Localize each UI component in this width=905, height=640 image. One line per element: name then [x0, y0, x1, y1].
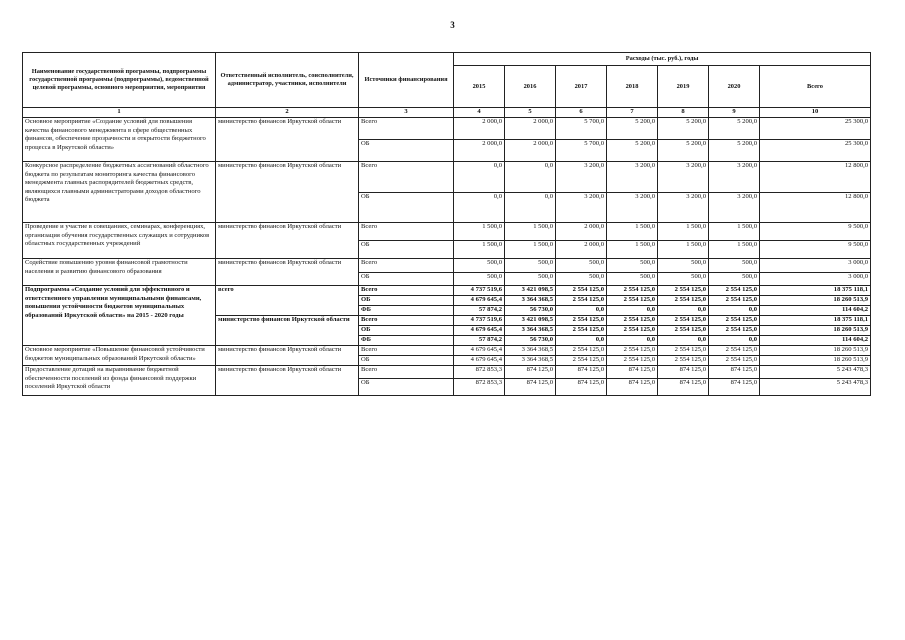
value-cell: 2 000,0	[454, 140, 505, 162]
column-index: 10	[760, 108, 871, 118]
value-cell: 500,0	[607, 259, 658, 273]
value-cell: 874 125,0	[709, 379, 760, 396]
value-cell: 500,0	[505, 272, 556, 286]
value-cell: 2 554 125,0	[556, 346, 607, 356]
value-cell: 874 125,0	[658, 366, 709, 379]
value-cell: 4 679 645,4	[454, 326, 505, 336]
header-year: 2016	[505, 66, 556, 108]
value-cell: 1 500,0	[607, 241, 658, 259]
value-cell: 56 730,0	[505, 306, 556, 316]
value-cell: 3 200,0	[709, 192, 760, 223]
value-cell: 2 554 125,0	[658, 316, 709, 326]
value-cell: 0,0	[505, 162, 556, 193]
value-cell: 2 554 125,0	[658, 296, 709, 306]
column-index: 4	[454, 108, 505, 118]
funding-source: ОБ	[359, 379, 454, 396]
funding-source: Всего	[359, 316, 454, 326]
header-source-column: Источники финансирования	[359, 53, 454, 108]
value-cell: 4 679 645,4	[454, 296, 505, 306]
funding-source: Всего	[359, 366, 454, 379]
value-cell: 0,0	[658, 306, 709, 316]
value-cell: 0,0	[556, 306, 607, 316]
value-cell: 874 125,0	[607, 379, 658, 396]
table-row	[23, 223, 871, 241]
value-cell: 3 364 368,5	[505, 346, 556, 356]
value-cell: 2 554 125,0	[607, 286, 658, 296]
value-cell: 3 364 368,5	[505, 296, 556, 306]
value-cell: 2 554 125,0	[658, 326, 709, 336]
value-cell: 500,0	[709, 259, 760, 273]
total-cell: 5 243 478,3	[760, 379, 871, 396]
funding-source: ФБ	[359, 336, 454, 346]
funding-source: ОБ	[359, 140, 454, 162]
header-year: 2017	[556, 66, 607, 108]
value-cell: 874 125,0	[505, 379, 556, 396]
value-cell: 0,0	[709, 336, 760, 346]
table-row	[23, 346, 871, 356]
value-cell: 0,0	[607, 306, 658, 316]
column-index-row	[23, 108, 871, 118]
value-cell: 2 554 125,0	[556, 286, 607, 296]
activity-name: Конкурсное распределение бюджетных ассигнований областного бюджета по результатам мониторинга качества финансового менеджмента главных распорядителей бюджетных средств, являющихся главными администраторами доходов областного бюджета	[23, 162, 216, 223]
value-cell: 2 554 125,0	[607, 316, 658, 326]
total-cell: 25 300,0	[760, 118, 871, 140]
value-cell: 3 364 368,5	[505, 326, 556, 336]
table-row	[23, 162, 871, 193]
responsible-executor: всего	[216, 286, 359, 316]
responsible-executor: министерство финансов Иркутской области	[216, 223, 359, 259]
funding-source: ОБ	[359, 192, 454, 223]
value-cell: 1 500,0	[607, 223, 658, 241]
total-cell: 9 500,0	[760, 223, 871, 241]
value-cell: 500,0	[607, 272, 658, 286]
total-cell: 3 000,0	[760, 259, 871, 273]
value-cell: 2 554 125,0	[556, 296, 607, 306]
funding-source: Всего	[359, 286, 454, 296]
value-cell: 2 554 125,0	[658, 346, 709, 356]
column-index: 8	[658, 108, 709, 118]
value-cell: 2 554 125,0	[709, 286, 760, 296]
value-cell: 500,0	[556, 272, 607, 286]
value-cell: 3 421 098,5	[505, 286, 556, 296]
responsible-executor: министерство финансов Иркутской области	[216, 162, 359, 223]
value-cell: 500,0	[658, 259, 709, 273]
column-index: 2	[216, 108, 359, 118]
total-cell: 18 375 118,1	[760, 316, 871, 326]
value-cell: 2 554 125,0	[709, 326, 760, 336]
total-cell: 5 243 478,3	[760, 366, 871, 379]
funding-source: Всего	[359, 259, 454, 273]
value-cell: 1 500,0	[709, 223, 760, 241]
responsible-executor: министерство финансов Иркутской области	[216, 346, 359, 366]
value-cell: 2 000,0	[556, 241, 607, 259]
responsible-executor: министерство финансов Иркутской области	[216, 259, 359, 286]
value-cell: 2 554 125,0	[607, 346, 658, 356]
header-name-column: Наименование государственной программы, подпрограммы государственной программы (подпрограммы), ведомственной целевой программы, основного мероприятия, мероприятия	[23, 53, 216, 108]
value-cell: 5 200,0	[709, 140, 760, 162]
value-cell: 1 500,0	[454, 223, 505, 241]
value-cell: 500,0	[454, 272, 505, 286]
value-cell: 2 554 125,0	[556, 356, 607, 366]
value-cell: 5 200,0	[658, 118, 709, 140]
value-cell: 4 737 519,6	[454, 286, 505, 296]
value-cell: 2 000,0	[505, 118, 556, 140]
budget-table	[22, 52, 871, 396]
header-responsible-column: Ответственный исполнитель, соисполнители, администратор, участники, исполнители	[216, 53, 359, 108]
funding-source: Всего	[359, 118, 454, 140]
activity-name: Основное мероприятие «Повышение финансовой устойчивости бюджетов муниципальных образований Иркутской области»	[23, 346, 216, 366]
total-cell: 18 375 118,1	[760, 286, 871, 296]
value-cell: 5 700,0	[556, 118, 607, 140]
value-cell: 2 554 125,0	[607, 356, 658, 366]
funding-source: ОБ	[359, 326, 454, 336]
total-cell: 12 800,0	[760, 192, 871, 223]
activity-name: Основное мероприятие «Создание условий для повышения качества финансового менеджмента в сфере общественных финансов, обеспечение прозрачности и открытости бюджетного процесса в Иркутской области»	[23, 118, 216, 162]
value-cell: 872 853,3	[454, 379, 505, 396]
column-index: 6	[556, 108, 607, 118]
value-cell: 3 200,0	[556, 192, 607, 223]
responsible-executor: министерство финансов Иркутской области	[216, 366, 359, 396]
value-cell: 2 554 125,0	[709, 346, 760, 356]
column-index: 9	[709, 108, 760, 118]
table-row	[23, 286, 871, 296]
funding-source: ОБ	[359, 241, 454, 259]
value-cell: 3 200,0	[607, 162, 658, 193]
value-cell: 57 874,2	[454, 306, 505, 316]
value-cell: 2 554 125,0	[607, 296, 658, 306]
responsible-executor: министерство финансов Иркутской области	[216, 118, 359, 162]
value-cell: 57 874,2	[454, 336, 505, 346]
total-cell: 18 260 513,9	[760, 326, 871, 336]
header-year: 2015	[454, 66, 505, 108]
header-year: 2018	[607, 66, 658, 108]
value-cell: 1 500,0	[658, 223, 709, 241]
value-cell: 3 364 368,5	[505, 356, 556, 366]
value-cell: 5 200,0	[658, 140, 709, 162]
funding-source: Всего	[359, 223, 454, 241]
subprogram-name: Подпрограмма «Создание условий для эффективного и ответственного управления муниципальными финансами, повышения устойчивости бюджетов муниципальных образований Иркутской области» на 2015 - 2020 годы	[23, 286, 216, 346]
value-cell: 5 200,0	[607, 140, 658, 162]
table-row	[23, 259, 871, 273]
value-cell: 0,0	[454, 192, 505, 223]
value-cell: 2 554 125,0	[556, 326, 607, 336]
value-cell: 874 125,0	[556, 379, 607, 396]
value-cell: 3 200,0	[658, 162, 709, 193]
activity-name: Предоставление дотаций на выравнивание бюджетной обеспеченности поселений из фонда финансовой поддержки поселений Иркутской области	[23, 366, 216, 396]
value-cell: 1 500,0	[658, 241, 709, 259]
value-cell: 2 554 125,0	[658, 356, 709, 366]
value-cell: 5 200,0	[607, 118, 658, 140]
column-index: 3	[359, 108, 454, 118]
value-cell: 4 679 645,4	[454, 356, 505, 366]
total-cell: 18 260 513,9	[760, 346, 871, 356]
funding-source: ОБ	[359, 272, 454, 286]
column-index: 5	[505, 108, 556, 118]
total-cell: 25 300,0	[760, 140, 871, 162]
value-cell: 4 679 645,4	[454, 346, 505, 356]
value-cell: 0,0	[505, 192, 556, 223]
funding-source: ОБ	[359, 296, 454, 306]
value-cell: 0,0	[556, 336, 607, 346]
value-cell: 2 554 125,0	[607, 326, 658, 336]
total-cell: 114 604,2	[760, 306, 871, 316]
table-row	[23, 366, 871, 379]
value-cell: 0,0	[607, 336, 658, 346]
value-cell: 2 554 125,0	[709, 356, 760, 366]
total-cell: 12 800,0	[760, 162, 871, 193]
activity-name: Содействие повышению уровня финансовой грамотности населения и развитию финансового образования	[23, 259, 216, 286]
value-cell: 2 554 125,0	[709, 296, 760, 306]
value-cell: 56 730,0	[505, 336, 556, 346]
header-expenses: Расходы (тыс. руб.), годы	[454, 53, 871, 66]
value-cell: 3 200,0	[556, 162, 607, 193]
value-cell: 2 554 125,0	[658, 286, 709, 296]
value-cell: 2 554 125,0	[556, 316, 607, 326]
value-cell: 874 125,0	[556, 366, 607, 379]
value-cell: 874 125,0	[658, 379, 709, 396]
value-cell: 500,0	[454, 259, 505, 273]
value-cell: 4 737 519,6	[454, 316, 505, 326]
value-cell: 1 500,0	[454, 241, 505, 259]
value-cell: 874 125,0	[505, 366, 556, 379]
value-cell: 0,0	[709, 306, 760, 316]
value-cell: 1 500,0	[505, 223, 556, 241]
value-cell: 874 125,0	[607, 366, 658, 379]
value-cell: 3 421 098,5	[505, 316, 556, 326]
value-cell: 5 700,0	[556, 140, 607, 162]
value-cell: 500,0	[658, 272, 709, 286]
column-index: 7	[607, 108, 658, 118]
value-cell: 2 000,0	[556, 223, 607, 241]
value-cell: 500,0	[505, 259, 556, 273]
table-row	[23, 118, 871, 140]
value-cell: 2 554 125,0	[709, 316, 760, 326]
value-cell: 1 500,0	[505, 241, 556, 259]
header-year: 2020	[709, 66, 760, 108]
total-cell: 18 260 513,9	[760, 356, 871, 366]
header-total: Всего	[760, 66, 871, 108]
value-cell: 3 200,0	[709, 162, 760, 193]
funding-source: ОБ	[359, 356, 454, 366]
funding-source: Всего	[359, 346, 454, 356]
value-cell: 0,0	[658, 336, 709, 346]
value-cell: 5 200,0	[709, 118, 760, 140]
total-cell: 3 000,0	[760, 272, 871, 286]
funding-source: ФБ	[359, 306, 454, 316]
value-cell: 3 200,0	[607, 192, 658, 223]
value-cell: 500,0	[709, 272, 760, 286]
total-cell: 114 604,2	[760, 336, 871, 346]
value-cell: 2 000,0	[505, 140, 556, 162]
value-cell: 500,0	[556, 259, 607, 273]
header-year: 2019	[658, 66, 709, 108]
total-cell: 9 500,0	[760, 241, 871, 259]
funding-source: Всего	[359, 162, 454, 193]
value-cell: 1 500,0	[709, 241, 760, 259]
value-cell: 874 125,0	[709, 366, 760, 379]
column-index: 1	[23, 108, 216, 118]
responsible-executor: министерство финансов Иркутской области	[216, 316, 359, 346]
value-cell: 2 000,0	[454, 118, 505, 140]
activity-name: Проведение и участие в совещаниях, семинарах, конференциях, организация обучения государственных служащих и сотрудников областных государственных учреждений	[23, 223, 216, 259]
total-cell: 18 260 513,9	[760, 296, 871, 306]
value-cell: 3 200,0	[658, 192, 709, 223]
page-number: 3	[450, 20, 455, 30]
value-cell: 872 853,3	[454, 366, 505, 379]
value-cell: 0,0	[454, 162, 505, 193]
